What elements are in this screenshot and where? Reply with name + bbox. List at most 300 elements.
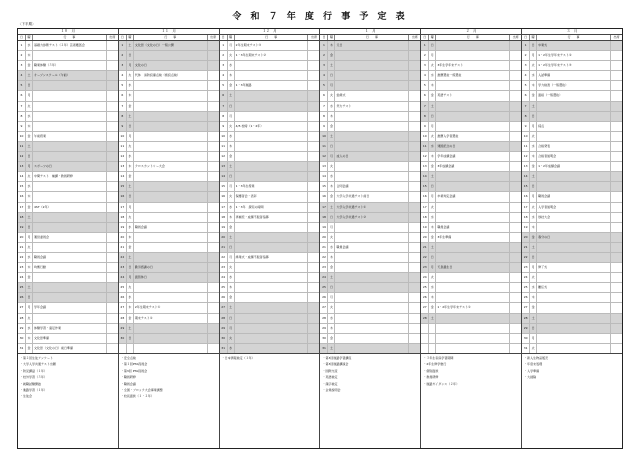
note-item: ・校外学習（３年） [20,375,48,380]
weekday: 金 [530,233,537,242]
day-row [18,102,118,112]
attendance-cell [611,182,622,191]
day-number: 21 [220,243,228,252]
event-text [335,303,409,312]
attendance-cell [510,91,521,100]
weekday: 水 [228,344,235,353]
day-row [18,233,118,243]
day-number: 7 [320,102,328,111]
event-text [335,263,409,272]
weekday: 金 [228,152,235,161]
attendance-cell [510,71,521,80]
weekday: 木 [26,334,33,343]
day-row [320,132,420,142]
weekday: 火 [26,314,33,323]
weekday: 月 [328,81,335,90]
attendance-cell [308,152,319,161]
event-text: 学年成績会議 [436,152,510,161]
attendance-cell [308,314,319,323]
attendance-header: 出席 [411,35,418,39]
day-number: 8 [119,112,127,121]
event-text [33,273,107,282]
day-number: 14 [522,172,530,181]
attendance-cell [510,182,521,191]
attendance-cell [208,41,219,50]
day-row [320,81,420,91]
event-text [436,314,510,323]
day-row [320,293,420,303]
note-item: ・大学入学共通テスト出願 [20,362,56,367]
event-text: 再補充・成績不振者指導 [235,213,309,222]
note-item: ・日本情報検定（１年） [221,356,255,360]
weekday: 日 [26,223,33,232]
attendance-cell [208,263,219,272]
event-text: スポーツの日 [33,162,107,171]
day-number: 17 [320,203,328,212]
attendance-cell [208,172,219,181]
day-number: 20 [119,233,127,242]
event-text [537,253,611,262]
event-text [134,102,208,111]
day-row [220,192,320,202]
day-row [220,273,320,283]
day-number: 24 [421,273,429,282]
day-row [220,203,320,213]
day-row [522,51,622,61]
attendance-cell [208,81,219,90]
event-text: 文化祭（文化の日）前日準備 [33,344,107,353]
day-number: 1 [18,41,26,50]
day-number: 3 [421,61,429,70]
day-number: 5 [18,81,26,90]
attendance-cell [107,303,118,312]
day-row [320,243,420,253]
day-number: 19 [522,223,530,232]
day-row [421,162,521,172]
weekday: 木 [228,142,235,151]
attendance-cell [611,112,622,121]
event-text: 球技大会 [537,213,611,222]
weekday: 火 [127,283,134,292]
day-row [18,172,118,182]
weekday: 月 [328,223,335,232]
attendance-cell [107,102,118,111]
attendance-cell [611,334,622,343]
event-text [436,51,510,60]
weekday: 日 [530,182,537,191]
day-list [320,41,420,354]
attendance-cell [611,142,622,151]
event-text: 卒業式 [537,41,611,50]
day-number: 10 [320,132,328,141]
day-number: 20 [18,233,26,242]
weekday: 土 [127,182,134,191]
event-text [235,233,309,242]
attendance-cell [409,263,420,272]
day-number: 26 [119,293,127,302]
weekday: 火 [228,122,235,131]
weekday: 火 [26,243,33,252]
event-text: 職員会議 [33,253,107,262]
attendance-cell [308,263,319,272]
day-number: 13 [119,162,127,171]
day-number [421,344,429,353]
day-number: 27 [220,303,228,312]
weekday: 木 [429,293,436,302]
day-row [522,162,622,172]
weekday: 火 [429,273,436,282]
day-row [320,162,420,172]
day-row [119,61,219,71]
attendance-cell [107,122,118,131]
day-row [421,192,521,202]
day-row [320,314,420,324]
event-text: 1・3年生期末テスト② [235,51,309,60]
day-row [320,91,420,101]
weekday: 金 [26,203,33,212]
attendance-cell [107,253,118,262]
weekday: 金 [328,192,335,201]
day-number: 12 [220,152,228,161]
attendance-cell [308,142,319,151]
weekday: 火 [429,61,436,70]
day-row [421,233,521,243]
attendance-cell [308,51,319,60]
event-text [134,172,208,181]
weekday: 土 [328,344,335,353]
attendance-cell [611,152,622,161]
events-header: 行 事 [537,35,611,40]
day-row [18,142,118,152]
day-row [421,344,521,353]
day-row [18,61,118,71]
weekday: 金 [26,132,33,141]
weekday: 月 [328,152,335,161]
attendance-cell [510,303,521,312]
attendance-cell [208,334,219,343]
attendance-cell [208,324,219,333]
day-row [220,132,320,142]
attendance-cell [308,182,319,191]
attendance-cell [510,142,521,151]
day-row [119,303,219,313]
day-number: 16 [421,192,429,201]
attendance-cell [510,213,521,222]
attendance-cell [611,283,622,292]
weekday: 火 [228,51,235,60]
day-list [18,41,118,354]
event-text: 大学入学共通テスト① [335,203,409,212]
attendance-cell [308,112,319,121]
event-text: 2年生期末テスト① [134,303,208,312]
attendance-cell [510,132,521,141]
weekday: 金 [328,51,335,60]
day-list [421,41,521,354]
day-row [421,142,521,152]
weekday: 火 [228,192,235,201]
event-text [235,71,309,80]
day-number: 7 [522,102,530,111]
day-number: 31 [220,344,228,353]
day-row [220,253,320,263]
day-row [522,324,622,334]
weekday: 金 [530,162,537,171]
day-row [18,263,118,273]
day-number: 2 [220,51,228,60]
attendance-cell [611,192,622,201]
attendance-cell [409,132,420,141]
day-number: 12 [18,152,26,161]
weekday: 日 [26,152,33,161]
event-text: 文化祭準備 [33,334,107,343]
attendance-cell [510,324,521,333]
event-text [436,122,510,131]
day-number: 22 [119,253,127,262]
day-number: 30 [320,334,328,343]
event-text: 成人の日 [335,152,409,161]
weekday: 土 [530,172,537,181]
day-header: 日 [119,35,127,40]
event-text [537,223,611,232]
day-row [220,81,320,91]
day-row [220,41,320,51]
weekday: 火 [127,71,134,80]
attendance-cell [208,233,219,242]
month-header: １ 月 [320,29,420,35]
event-text: 3年成績会議 [436,162,510,171]
attendance-cell [107,71,118,80]
day-row [320,273,420,283]
weekday: 日 [228,172,235,181]
day-row [421,71,521,81]
day-row [320,303,420,313]
weekday: 水 [127,223,134,232]
attendance-cell [409,344,420,353]
note-item: ・進路ガイダンス（２年） [423,381,460,386]
weekday: 木 [228,283,235,292]
attendance-cell [510,243,521,252]
day-row [18,112,118,122]
day-number: 6 [18,91,26,100]
note-item: ・安全点検 [120,356,136,360]
day-number: 24 [320,273,328,282]
day-number: 1 [119,41,127,50]
month-column [18,29,119,448]
event-text [235,283,309,292]
event-text [436,102,510,111]
weekday: 木 [127,303,134,312]
events-header: 行 事 [436,35,510,40]
day-number: 8 [320,112,328,121]
weekday [127,344,134,353]
day-row [522,314,622,324]
day-row [119,344,219,353]
day-row [119,91,219,101]
attendance-cell [208,162,219,171]
day-number: 28 [320,314,328,323]
event-text: 職員会議 [436,223,510,232]
day-number: 3 [18,61,26,70]
event-text [235,324,309,333]
attendance-cell [409,233,420,242]
day-row [119,213,219,223]
weekday: 火 [530,344,537,353]
attendance-cell [510,152,521,161]
weekday: 日 [228,314,235,323]
day-row [421,263,521,273]
event-text [33,102,107,111]
event-text [134,203,208,212]
note-item: ・年度末処理 [524,362,543,367]
day-number: 23 [421,263,429,272]
event-text: 1・3年生授業 [235,182,309,191]
day-row [220,334,320,344]
event-text: 面接（一般選抜） [537,91,611,100]
day-row [220,233,320,243]
attendance-cell [510,81,521,90]
weekday: 金 [328,334,335,343]
attendance-cell [308,283,319,292]
weekday: 水 [26,112,33,121]
attendance-cell [409,81,420,90]
event-text: 職業体験（３年） [33,61,107,70]
event-text [537,314,611,323]
day-row [18,71,118,81]
attendance-cell [208,61,219,70]
day-number: 25 [119,283,127,292]
day-row [220,152,320,162]
attendance-cell [611,172,622,181]
day-row [320,324,420,334]
day-row [421,334,521,344]
weekday: 水 [228,132,235,141]
weekday: 土 [530,243,537,252]
term-tag: 〈下半期〉 [18,22,36,26]
note-item: ・就職試験開始 [20,381,42,386]
event-text: 1・3年進路 [235,81,309,90]
event-text: 期末テスト② [134,314,208,323]
month-header: １２ 月 [220,29,320,35]
events-header: 行 事 [33,35,107,40]
weekday: 土 [228,162,235,171]
event-text: 運営委員会 [33,233,107,242]
event-text: 3年生準備 [436,233,510,242]
weekday-header: 曜 [429,35,436,40]
event-text [134,81,208,90]
weekday: 金 [530,91,537,100]
day-number: 11 [320,142,328,151]
day-row [119,172,219,182]
weekday: 水 [328,102,335,111]
attendance-cell [308,41,319,50]
attendance-cell [409,243,420,252]
attendance-cell [308,223,319,232]
event-text: 合格者説明会 [537,152,611,161]
day-number [421,334,429,343]
event-text [134,324,208,333]
weekday: 火 [26,172,33,181]
day-number: 2 [18,51,26,60]
day-number: 1 [421,41,429,50]
attendance-cell [409,314,420,323]
day-number: 25 [421,283,429,292]
day-row [119,324,219,334]
day-number: 2 [320,51,328,60]
weekday: 木 [429,223,436,232]
attendance-cell [208,303,219,312]
event-text [134,293,208,302]
month-notes [220,354,320,448]
weekday: 月 [127,203,134,212]
attendance-cell [107,91,118,100]
day-number: 9 [522,122,530,131]
day-row [220,283,320,293]
event-text [235,152,309,161]
day-number: 29 [18,324,26,333]
day-number: 9 [320,122,328,131]
day-number: 29 [522,324,530,333]
attendance-cell [409,192,420,201]
weekday: 月 [530,263,537,272]
day-number: 1 [522,41,530,50]
day-header: 日 [18,35,26,40]
day-number: 16 [522,192,530,201]
day-number: 25 [220,283,228,292]
attendance-cell [208,51,219,60]
attendance-cell [409,51,420,60]
day-row [320,344,420,353]
note-item: ・国際交流 [322,368,338,373]
day-number: 10 [18,132,26,141]
day-number: 27 [320,303,328,312]
event-text [134,91,208,100]
note-item: ・第3回進路学習講座 [322,356,352,360]
day-number: 16 [18,192,26,201]
attendance-cell [107,51,118,60]
event-text [33,112,107,121]
event-text [335,324,409,333]
event-text: 合同会議 [335,182,409,191]
day-number: 27 [119,303,127,312]
attendance-cell [107,283,118,292]
weekday: 木 [429,81,436,90]
day-number: 11 [18,142,26,151]
attendance-cell [409,213,420,222]
attendance-cell [208,243,219,252]
day-number: 14 [119,172,127,181]
event-text [134,112,208,121]
day-row [522,213,622,223]
event-text: 1・2年生学年末テスト① [436,303,510,312]
day-row [522,122,622,132]
note-item: ・第3回進路講演会 [322,362,349,367]
events-header: 行 事 [335,35,409,40]
weekday: 水 [328,172,335,181]
event-text: 体験学習・遠足作業 [33,324,107,333]
day-row [522,172,622,182]
day-row [119,51,219,61]
weekday: 日 [530,112,537,121]
attendance-cell [208,203,219,212]
weekday: 月 [127,273,134,282]
attendance-cell [611,243,622,252]
attendance-cell [409,122,420,131]
event-text [436,112,510,121]
event-text: 均衡行動 [33,263,107,272]
day-number: 25 [522,283,530,292]
attendance-cell [409,334,420,343]
day-list [522,41,622,354]
